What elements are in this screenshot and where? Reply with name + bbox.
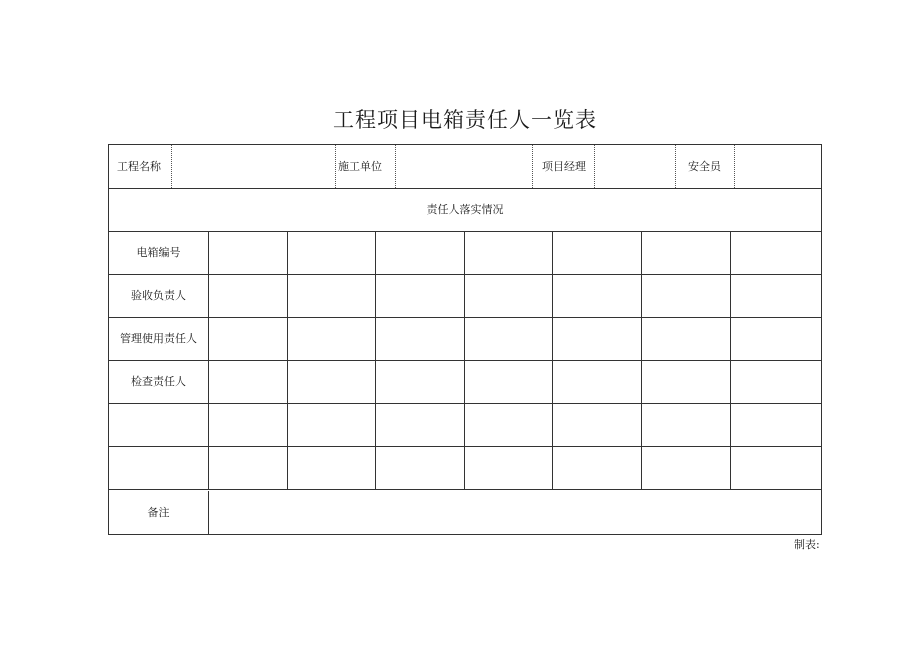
table-cell[interactable] [376,361,465,403]
table-cell[interactable] [209,447,288,489]
table-cell[interactable] [209,275,288,317]
table-cell[interactable] [553,232,642,274]
table-cell[interactable] [642,447,731,489]
divider [171,145,172,188]
table-cell[interactable] [376,275,465,317]
table-row [109,318,821,361]
table-cell[interactable] [642,232,731,274]
divider [594,145,595,188]
project-name-field[interactable] [177,145,333,188]
table-cell[interactable] [553,275,642,317]
table-row [109,232,821,275]
table-cell[interactable] [376,447,465,489]
table-cell[interactable] [376,404,465,446]
table-cell[interactable] [731,275,821,317]
table-cell[interactable] [465,447,553,489]
table-cell[interactable] [642,404,731,446]
maker-label: 制表: [794,538,820,551]
table-cell[interactable] [731,404,821,446]
table-row [109,275,821,318]
divider [734,145,735,188]
table-cell[interactable] [209,361,288,403]
table-row [109,361,821,404]
row-label: 验收负责人 [109,275,209,317]
table-cell[interactable] [731,447,821,489]
table-row [109,404,821,447]
document-title: 工程项目电箱责任人一览表 [333,108,597,132]
project-name-label: 工程名称 [117,160,161,173]
remarks-label: 备注 [109,491,209,534]
table-cell[interactable] [288,361,376,403]
table-cell[interactable] [465,275,553,317]
table-cell[interactable] [288,232,376,274]
table-cell[interactable] [288,447,376,489]
divider [395,145,396,188]
construction-unit-label: 施工单位 [338,160,382,173]
table-cell[interactable] [642,361,731,403]
table-cell[interactable] [288,318,376,360]
table-row [109,447,821,490]
project-manager-field[interactable] [599,145,673,188]
table-cell[interactable] [553,404,642,446]
table-cell[interactable] [209,318,288,360]
divider [675,145,676,188]
table-cell[interactable] [553,447,642,489]
table-cell[interactable] [376,318,465,360]
row-label: 管理使用责任人 [109,318,209,360]
row-label [109,404,209,446]
table-cell[interactable] [731,318,821,360]
section-title: 责任人落实情况 [109,189,821,232]
table-cell[interactable] [553,318,642,360]
safety-officer-label: 安全员 [688,160,721,173]
table-cell[interactable] [209,232,288,274]
responsibility-table [108,144,822,535]
header-row [109,145,821,189]
divider [532,145,533,188]
table-cell[interactable] [642,318,731,360]
row-label: 检查责任人 [109,361,209,403]
divider [335,145,336,188]
row-label: 电箱编号 [109,232,209,274]
project-manager-label: 项目经理 [542,160,586,173]
table-cell[interactable] [465,232,553,274]
table-cell[interactable] [465,361,553,403]
table-cell[interactable] [731,361,821,403]
table-cell[interactable] [288,275,376,317]
table-cell[interactable] [553,361,642,403]
table-cell[interactable] [288,404,376,446]
remarks-row [109,491,821,534]
table-cell[interactable] [376,232,465,274]
table-cell[interactable] [642,275,731,317]
row-label [109,447,209,489]
table-cell[interactable] [209,404,288,446]
table-cell[interactable] [465,404,553,446]
table-cell[interactable] [465,318,553,360]
construction-unit-field[interactable] [401,145,529,188]
remarks-field[interactable] [209,491,821,534]
safety-officer-field[interactable] [739,145,817,188]
table-cell[interactable] [731,232,821,274]
